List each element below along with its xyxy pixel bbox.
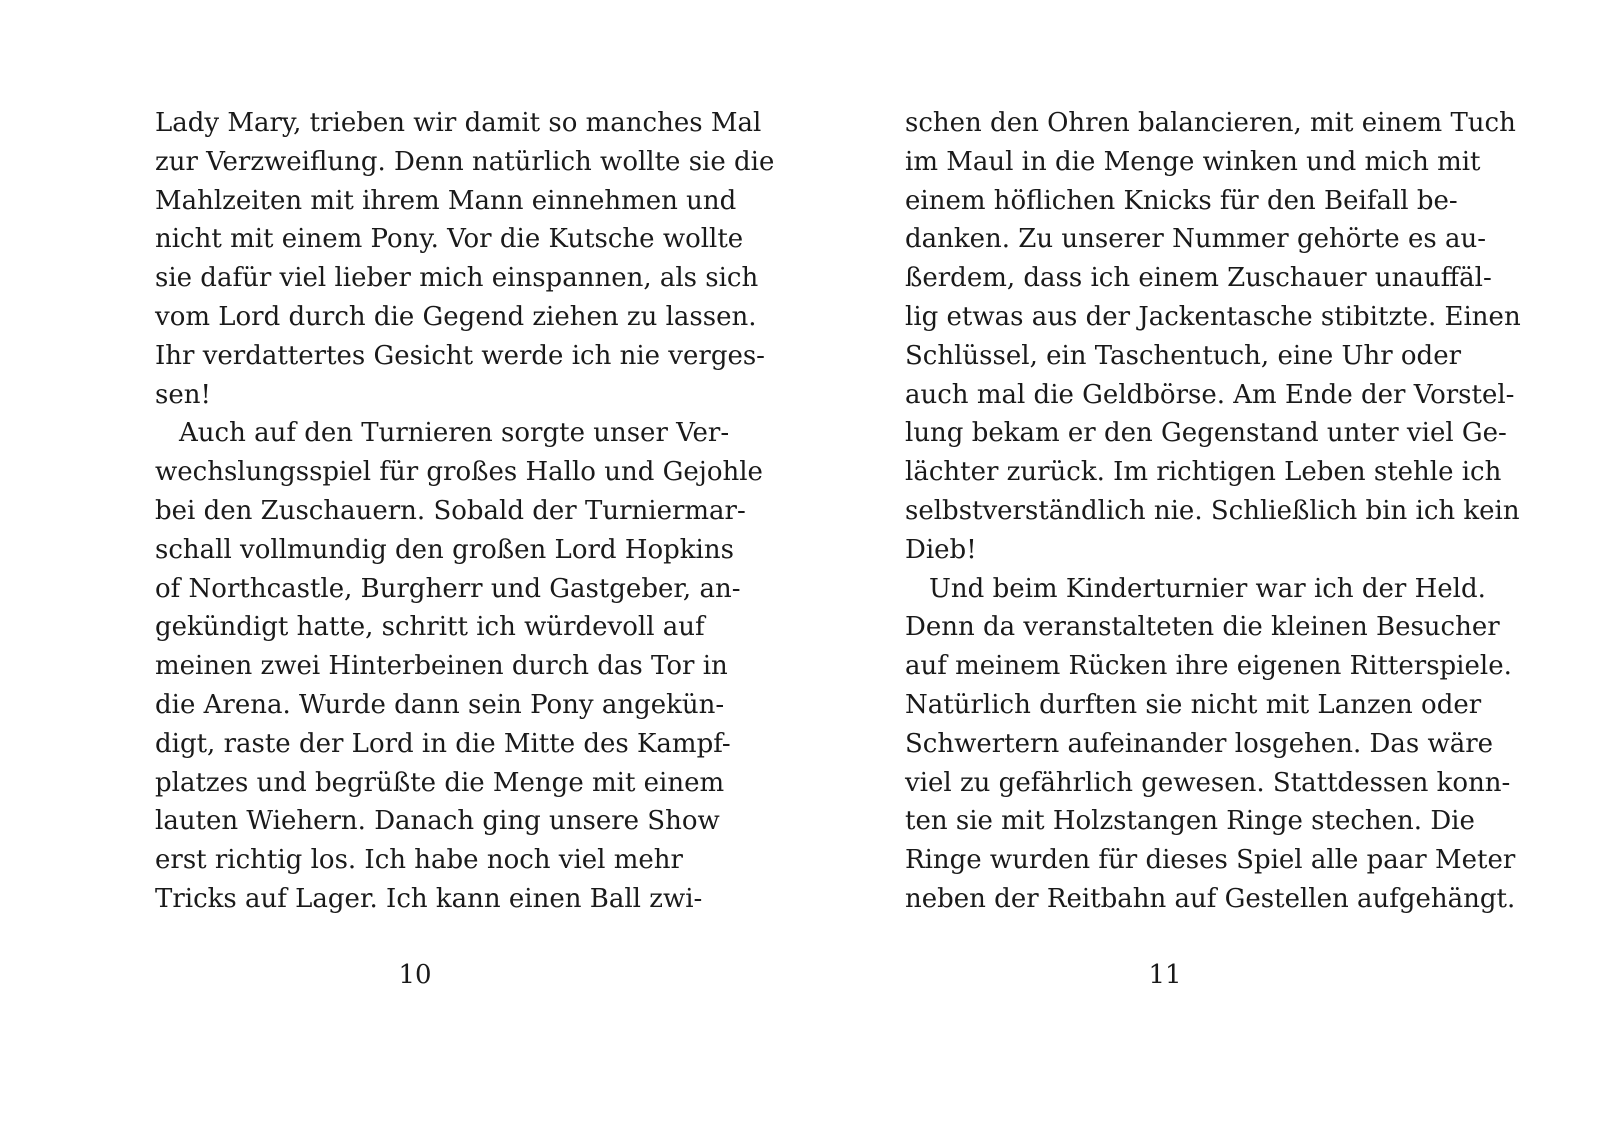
paragraph-start-line: Auch auf den Turnieren sorgte unser Ver- xyxy=(179,418,730,449)
paragraph-end-line: sen! xyxy=(155,379,211,410)
text-line: vom Lord durch die Gegend ziehen zu lassen. xyxy=(155,301,757,332)
text-line: lig etwas aus der Jackentasche stibitzte. Einen xyxy=(905,301,1521,332)
text-line: Ihr verdattertes Gesicht werde ich nie verges- xyxy=(155,340,765,371)
text-line: Schlüssel, ein Taschentuch, eine Uhr oder xyxy=(905,340,1462,371)
text-line: schall vollmundig den großen Lord Hopkins xyxy=(155,534,734,565)
text-line: gekündigt hatte, schritt ich würdevoll auf xyxy=(155,612,705,643)
right-page-text xyxy=(905,104,1521,919)
text-line: nicht mit einem Pony. Vor die Kutsche wollte xyxy=(155,224,744,255)
text-line: danken. Zu unserer Nummer gehörte es au- xyxy=(905,224,1486,255)
text-line: schen den Ohren balancieren, mit einem Tuch xyxy=(905,108,1516,138)
text-line: Schwertern aufeinander losgehen. Das wäre xyxy=(905,728,1494,759)
text-line: im Maul in die Menge winken und mich mit xyxy=(905,146,1481,177)
text-line: Denn da veranstalteten die kleinen Besucher xyxy=(905,612,1500,643)
text-line: viel zu gefährlich gewesen. Stattdessen konn- xyxy=(905,767,1511,798)
text-line: Lady Mary, trieben wir damit so manches Mal xyxy=(155,108,762,138)
text-line: ßerdem, dass ich einem Zuschauer unauffäl- xyxy=(905,263,1492,294)
text-line: auch mal die Geldbörse. Am Ende der Vorstel- xyxy=(905,379,1515,410)
paragraph-end-line: Dieb! xyxy=(905,534,977,565)
text-line: auf meinem Rücken ihre eigenen Ritterspiele. xyxy=(905,651,1512,682)
text-line: ten sie mit Holzstangen Ringe stechen. Die xyxy=(905,806,1475,837)
text-line: platzes und begrüßte die Menge mit einem xyxy=(155,767,725,798)
left-page-text xyxy=(155,104,775,919)
right-page xyxy=(800,0,1600,1130)
text-line: Ringe wurden für dieses Spiel alle paar Meter xyxy=(905,845,1516,876)
text-line: bei den Zuschauern. Sobald der Turniermar- xyxy=(155,495,746,526)
text-line: Natürlich durften sie nicht mit Lanzen oder xyxy=(905,689,1482,720)
text-line: erst richtig los. Ich habe noch viel mehr xyxy=(155,845,683,876)
page-number: 10 xyxy=(398,960,432,990)
text-line: einem höflichen Knicks für den Beifall be- xyxy=(905,185,1458,216)
text-line: zur Verzweiflung. Denn natürlich wollte sie die xyxy=(155,146,775,177)
text-line: lung bekam er den Gegenstand unter viel Ge- xyxy=(905,418,1507,449)
paragraph-start-line: Und beim Kinderturnier war ich der Held. xyxy=(929,573,1486,604)
text-line: sie dafür viel lieber mich einspannen, als sich xyxy=(155,263,759,294)
text-line: lächter zurück. Im richtigen Leben stehle ich xyxy=(905,457,1502,488)
text-line: Tricks auf Lager. Ich kann einen Ball zwi- xyxy=(155,883,703,914)
text-line: digt, raste der Lord in die Mitte des Kampf- xyxy=(155,728,731,759)
text-line: of Northcastle, Burgherr und Gastgeber, an- xyxy=(155,573,741,604)
text-line: wechslungsspiel für großes Hallo und Gejohle xyxy=(155,457,763,488)
page-number: 11 xyxy=(1148,960,1182,990)
text-line: Mahlzeiten mit ihrem Mann einnehmen und xyxy=(155,185,737,216)
text-line: meinen zwei Hinterbeinen durch das Tor in xyxy=(155,651,728,682)
text-line: neben der Reitbahn auf Gestellen aufgehängt. xyxy=(905,883,1516,914)
text-line: lauten Wiehern. Danach ging unsere Show xyxy=(155,806,720,837)
text-line: die Arena. Wurde dann sein Pony angekün- xyxy=(155,689,725,720)
text-line: selbstverständlich nie. Schließlich bin ich kein xyxy=(905,495,1520,526)
